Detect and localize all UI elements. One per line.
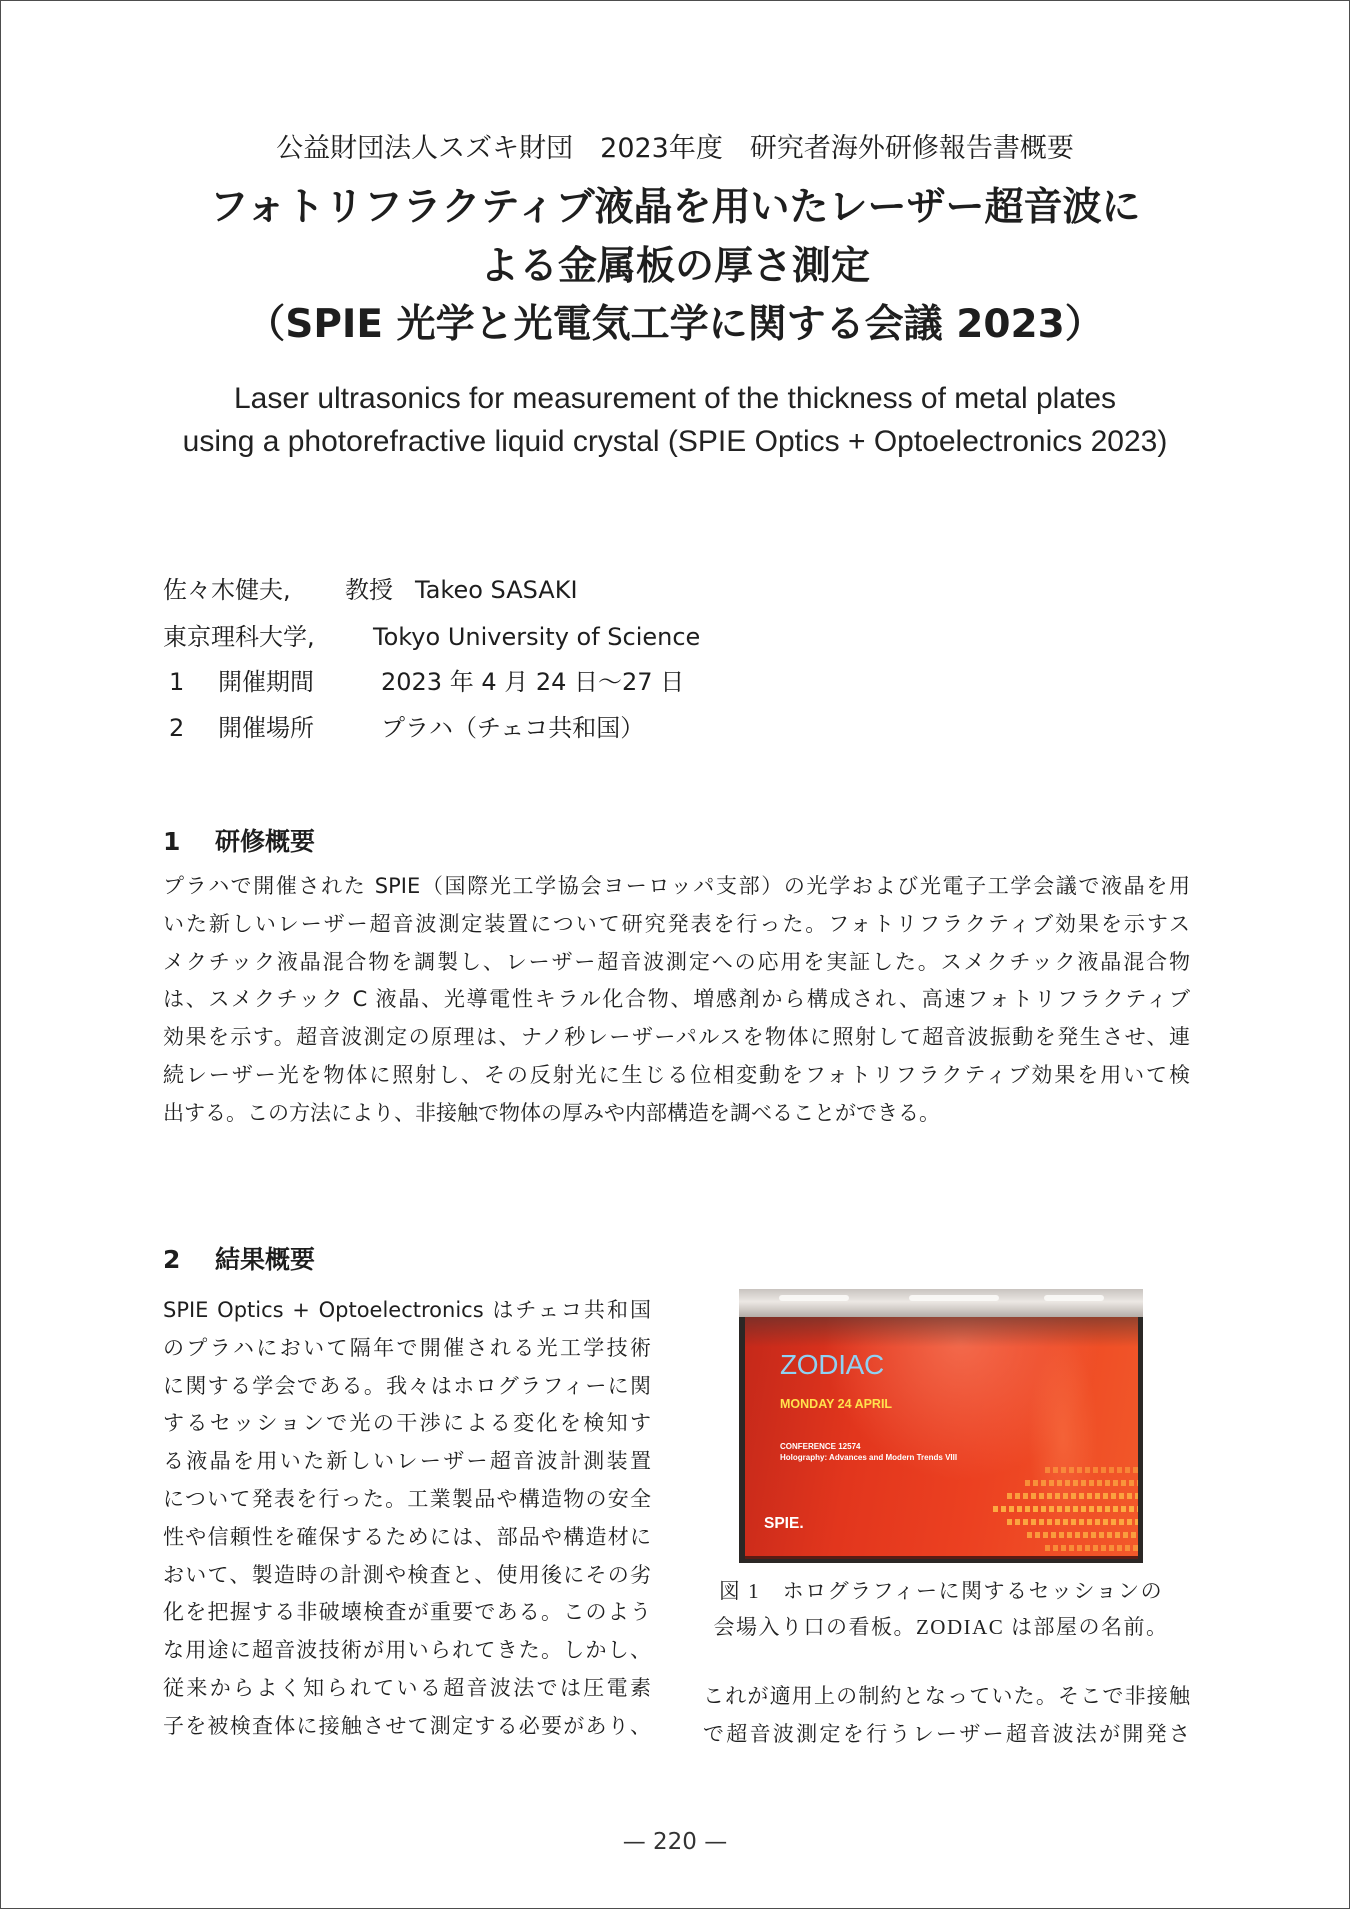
author-row bbox=[1, 572, 1349, 608]
japanese-title-line: （SPIE 光学と光電気工学に関する会議 2023） bbox=[246, 302, 1104, 347]
japanese-title-line: よる金属板の厚さ測定 bbox=[479, 243, 870, 289]
japanese-title-line: フォトリフラクティブ液晶を用いたレーザー超音波に bbox=[209, 185, 1141, 230]
paragraph-line: 出する。この方法により、非接触で物体の厚みや内部構造を調べることができる。 bbox=[163, 1100, 940, 1125]
paragraph-line: 従来からよく知られている超音波法では圧電素 bbox=[163, 1675, 651, 1700]
section-2-left-column bbox=[163, 1292, 651, 1746]
report-series-header: 公益財団法人スズキ財団 2023年度 研究者海外研修報告書概要 bbox=[276, 133, 1074, 164]
ceiling-light bbox=[1044, 1295, 1104, 1301]
author-position: 教授 bbox=[345, 576, 393, 604]
figure-caption bbox=[691, 1573, 1191, 1645]
detail-label: 開催期間 bbox=[218, 667, 314, 696]
sign-screen bbox=[745, 1317, 1138, 1559]
detail-number: 1 bbox=[169, 667, 185, 696]
caption-line: 会場入り口の看板。ZODIAC は部屋の名前。 bbox=[713, 1615, 1169, 1639]
sign-session-title: Holography: Advances and Modern Trends VIII bbox=[780, 1453, 958, 1462]
paragraph-line: 子を被検査体に接触させて測定する必要があり、 bbox=[163, 1713, 651, 1738]
detail-row-dates bbox=[1, 664, 1349, 700]
author-name-en: Takeo SASAKI bbox=[415, 576, 578, 604]
paragraph-line: 化を把握する非破壊検査が重要である。このよう bbox=[163, 1600, 651, 1625]
paragraph-line: について発表を行った。工業製品や構造物の安全 bbox=[163, 1486, 651, 1511]
paragraph-line: は、スメクチック C 液晶、光導電性キラル化合物、増感剤から構成され、高速フォトリフラクティブ bbox=[163, 987, 1190, 1012]
affiliation-ja: 東京理科大学, bbox=[163, 622, 315, 651]
detail-value: 2023 年 4 月 24 日～27 日 bbox=[381, 667, 685, 696]
led-pattern-row bbox=[1045, 1467, 1138, 1473]
ceiling-light bbox=[779, 1295, 849, 1301]
sign-room-name: ZODIAC bbox=[780, 1349, 884, 1380]
paragraph-line: プラハで開催された SPIE（国際光工学協会ヨーロッパ支部）の光学および光電子工学会議で液晶を用 bbox=[163, 874, 1190, 898]
paragraph-line: メクチック液晶混合物を調製し、レーザー超音波測定への応用を実証した。スメクチック液晶混合物 bbox=[163, 949, 1190, 974]
led-pattern-row bbox=[1007, 1493, 1138, 1499]
detail-value: プラハ（チェコ共和国） bbox=[381, 714, 645, 742]
japanese-title bbox=[1, 179, 1349, 355]
affiliation-row bbox=[1, 619, 1349, 655]
sign-date: MONDAY 24 APRIL bbox=[780, 1397, 893, 1411]
caption-line: 図 1 ホログラフィーに関するセッションの bbox=[718, 1579, 1164, 1603]
paragraph-line: 続レーザー光を物体に照射し、その反射光に生じる位相変動をフォトリフラクティブ効果を用いて検 bbox=[163, 1062, 1190, 1087]
section-1-body bbox=[163, 868, 1190, 1133]
spie-logo: SPIE. bbox=[764, 1515, 804, 1532]
led-pattern-row bbox=[1027, 1532, 1138, 1538]
paragraph-line: な用途に超音波技術が用いられてきた。しかし、 bbox=[163, 1638, 651, 1663]
sign-conference-number: CONFERENCE 12574 bbox=[780, 1442, 861, 1451]
led-pattern-row bbox=[1025, 1480, 1138, 1486]
section-title: 結果概要 bbox=[215, 1245, 316, 1274]
section-1-heading bbox=[1, 824, 1349, 860]
paragraph-line: するセッションで光の干渉による変化を検知す bbox=[163, 1411, 651, 1436]
paragraph-line: に関する学会である。我々はホログラフィーに関 bbox=[163, 1373, 651, 1398]
page-number: — 220 — bbox=[622, 1829, 728, 1855]
led-pattern-row bbox=[1007, 1519, 1138, 1525]
author-name-ja: 佐々木健夫, bbox=[163, 576, 291, 604]
english-title-line: Laser ultrasonics for measurement of the thickness of metal plates bbox=[233, 382, 1117, 415]
paragraph-line: いた新しいレーザー超音波測定装置について研究発表を行った。フォトリフラクティブ効果を示すス bbox=[163, 911, 1190, 936]
ceiling-strip bbox=[739, 1289, 1143, 1317]
conference-sign-photo bbox=[739, 1289, 1143, 1563]
paragraph-line: る液晶を用いた新しいレーザー超音波計測装置 bbox=[163, 1449, 651, 1474]
section-2-heading bbox=[1, 1242, 1349, 1278]
led-pattern-row bbox=[1045, 1545, 1138, 1551]
detail-number: 2 bbox=[169, 714, 185, 742]
screen-bezel-bottom bbox=[745, 1556, 1138, 1559]
paragraph-line: おいて、製造時の計測や検査と、使用後にその劣 bbox=[163, 1562, 651, 1587]
paragraph-line: で超音波測定を行うレーザー超音波法が開発さ bbox=[703, 1721, 1190, 1746]
english-title bbox=[1, 378, 1349, 463]
section-title: 研修概要 bbox=[215, 827, 316, 856]
paragraph-line: 性や信頼性を確保するためには、部品や構造材に bbox=[163, 1524, 651, 1549]
paragraph-line: のプラハにおいて隔年で開催される光工学技術 bbox=[163, 1335, 651, 1360]
paragraph-line: 効果を示す。超音波測定の原理は、ナノ秒レーザーパルスを物体に照射して超音波振動を発生させ、連 bbox=[163, 1025, 1190, 1050]
paragraph-line: これが適用上の制約となっていた。そこで非接触 bbox=[703, 1684, 1190, 1708]
section-2-right-column bbox=[703, 1678, 1190, 1754]
affiliation-en: Tokyo University of Science bbox=[373, 622, 701, 651]
english-title-line: using a photorefractive liquid crystal (SPIE Optics + Optoelectronics 2023) bbox=[182, 424, 1168, 458]
detail-label: 開催場所 bbox=[218, 714, 314, 742]
led-pattern-row bbox=[993, 1506, 1138, 1512]
detail-row-venue bbox=[1, 710, 1349, 746]
ceiling-light bbox=[909, 1295, 999, 1301]
section-number: 2 bbox=[163, 1245, 181, 1274]
section-number: 1 bbox=[163, 827, 181, 856]
paragraph-line: SPIE Optics + Optoelectronics はチェコ共和国 bbox=[163, 1298, 651, 1322]
